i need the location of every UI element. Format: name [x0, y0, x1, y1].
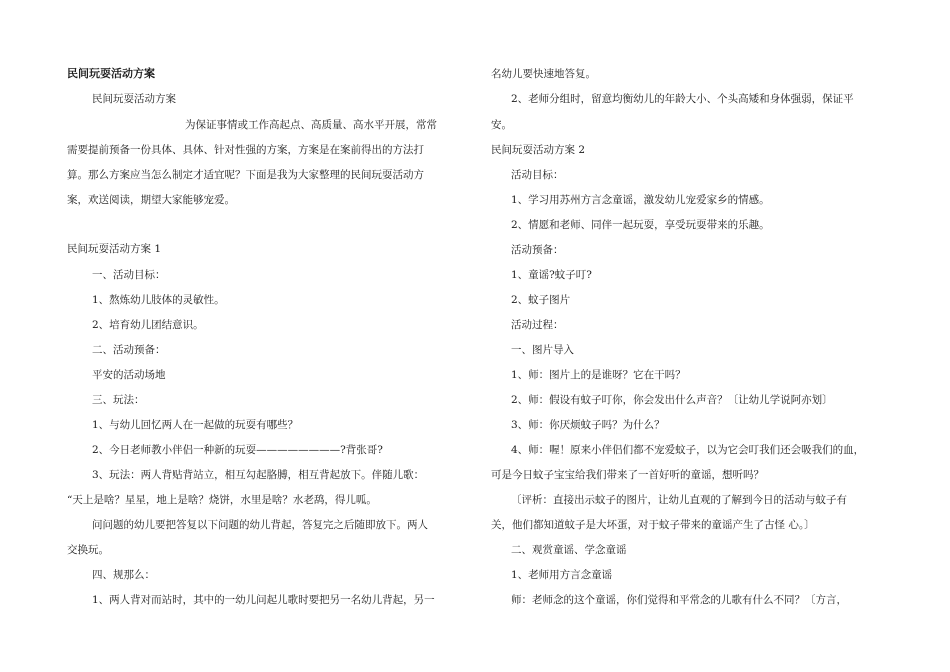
intro-line: 案，欢送阅读，期望大家能够宠爱。: [67, 194, 235, 206]
plan1-line: 四、规那么：: [92, 569, 155, 581]
plan1-line: 一、活动目标：: [92, 269, 166, 281]
plan1-line: 2、培育幼儿团结意识。: [92, 319, 204, 331]
body-line: 2、蚊子图片: [511, 294, 571, 306]
body-line: 1、学习用苏州方言念童谣，激发幼儿宠爱家乡的情感。: [511, 194, 770, 206]
body-line: 名幼儿要快速地答复。: [491, 68, 596, 80]
plan1-line: 3、玩法：两人背贴背站立，相互勾起胳膊，相互背起放下。伴随儿歌：: [92, 469, 425, 481]
body-line: 活动预备：: [511, 244, 564, 256]
plan1-line: 2、今日老师教小伴侣一种新的玩耍————————?背张哥?: [92, 444, 383, 456]
body-line: 一、图片导入: [511, 344, 574, 356]
body-line: 师：老师念的这个童谣，你们觉得和平常念的儿歌有什么不同？〔方言，: [511, 594, 847, 606]
body-line: 关，他们都知道蚊子是大坏蛋，对于蚊子带来的童谣产生了古怪 心。〕: [491, 519, 815, 531]
intro-line: 为保证事情或工作高起点、高质量、高水平开展，常常: [185, 119, 437, 131]
body-line: 2、老师分组时，留意均衡幼儿的年龄大小、个头高矮和身体强弱，保证平: [511, 93, 854, 105]
body-line: 可是今日蚊子宝宝给我们带来了一首好听的童谣，想听吗？: [491, 469, 764, 481]
plan2-heading: 民间玩耍活动方案 2: [491, 144, 586, 156]
body-line: 1、老师用方言念童谣: [511, 569, 613, 581]
plan1-line: 1、两人背对而站时，其中的一幼儿问起儿歌时要把另一名幼儿背起，另一: [92, 594, 435, 606]
document-subtitle: 民间玩耍活动方案: [92, 93, 176, 105]
document-title: 民间玩耍活动方案: [67, 67, 155, 80]
body-line: 3、师：你厌烦蚊子吗？为什么？: [511, 419, 665, 431]
plan1-line: 1、与幼儿回忆两人在一起做的玩耍有哪些？: [92, 419, 299, 431]
body-line: 活动过程：: [511, 319, 564, 331]
plan1-line: 1、熬炼幼儿肢体的灵敏性。: [92, 294, 225, 306]
plan1-line: 平安的活动场地: [92, 369, 166, 381]
body-line: 2、情愿和老师、同伴一起玩耍，享受玩耍带来的乐趣。: [511, 219, 770, 231]
body-line: 1、童谣?蚊子叮?: [511, 269, 592, 281]
body-line: 〔评析：直接出示蚊子的图片，让幼儿直观的了解到今日的活动与蚊子有: [511, 494, 847, 506]
body-line: 二、观赏童谣、学念童谣: [511, 544, 627, 556]
body-line: 1、师：图片上的是谁呀？它在干吗？: [511, 369, 686, 381]
plan1-heading: 民间玩耍活动方案 1: [67, 243, 162, 255]
plan1-line: 二、活动预备：: [92, 344, 166, 356]
body-line: 安。: [491, 119, 512, 131]
body-line: 4、师：喔！原来小伴侣们都不宠爱蚊子，以为它会叮我们还会吸我们的血，: [511, 444, 865, 456]
body-line: 活动目标：: [511, 169, 564, 181]
intro-line: 需要提前预备一份具体、具体、针对性强的方案，方案是在案前得出的方法打: [67, 144, 424, 156]
plan1-line: 交换玩。: [67, 544, 109, 556]
intro-line: 算。那么方案应当怎么制定才适宜呢？下面是我为大家整理的民间玩耍活动方: [67, 169, 424, 181]
plan1-line: 三、玩法：: [92, 394, 145, 406]
plan1-line: “天上是啥？星星，地上是啥？烧饼，水里是啥？水老鸹，得儿呱。: [67, 494, 377, 506]
body-line: 2、师：假设有蚊子叮你，你会发出什么声音？〔让幼儿学说阿亦划〕: [511, 394, 833, 406]
plan1-line: 问问题的幼儿要把答复以下问题的幼儿背起，答复完之后随即放下。两人: [92, 519, 428, 531]
